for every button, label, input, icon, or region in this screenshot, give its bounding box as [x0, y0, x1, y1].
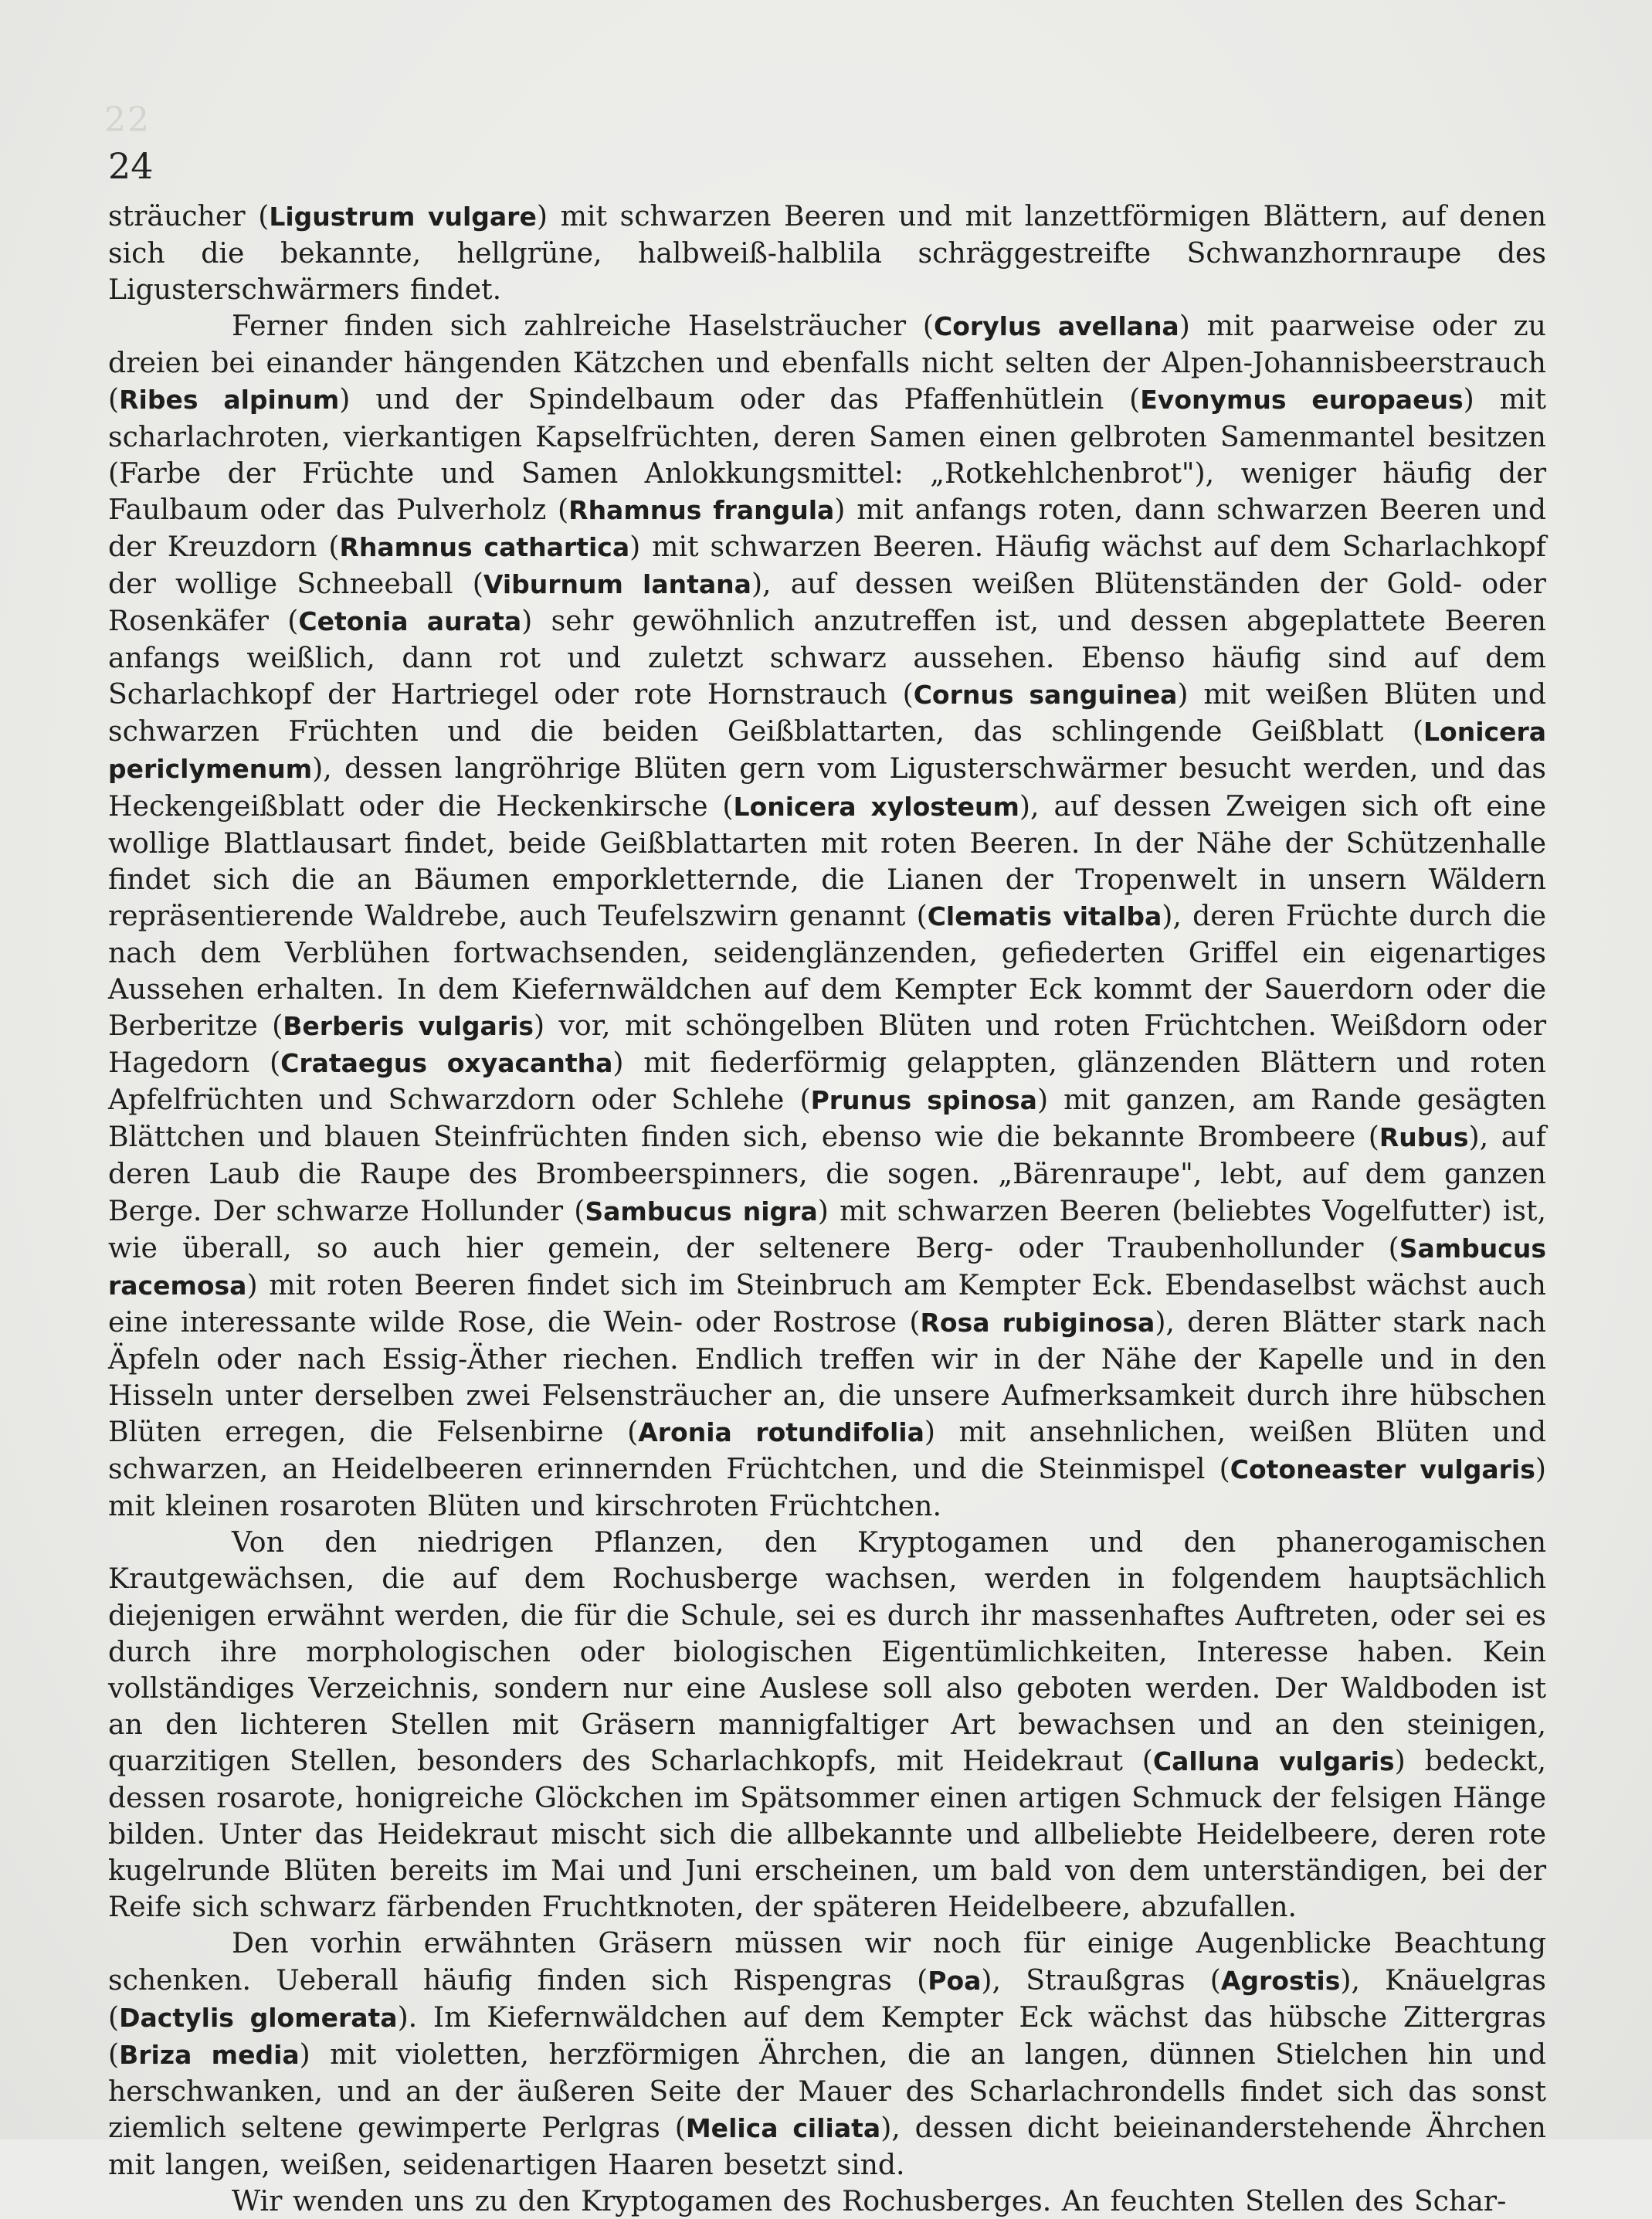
latin-species-name: Cornus sanguinea [913, 680, 1178, 711]
latin-species-name: Poa [928, 1965, 982, 1996]
paragraph [108, 307, 1546, 1524]
text-run: ) mit fiederförmig gelappten, glänzenden Blättern und roten Apfelfrüchten und Schwarzdorn oder Schlehe ( [108, 1046, 1546, 1117]
text-run: ) mit scharlachroten, vierkantigen Kapselfrüchten, deren Samen einen gelbroten Samenmantel besitzen (Farbe der Früchte und Samen Anlokkungsmittel: „Rotkehlchenbrot"), weniger häufig der Faulbaum oder das Pulverholz ( [108, 382, 1547, 526]
text-run: ), auf dessen weißen Blütenständen der Gold- oder Rosenkäfer ( [108, 566, 1546, 638]
text-run: ) mit kleinen rosaroten Blüten und kirschroten Früchtchen. [108, 1452, 1546, 1523]
text-run: ) und der Spindelbaum oder das Pfaffenhütlein ( [339, 382, 1141, 416]
latin-species-name: Evonymus europaeus [1140, 385, 1464, 416]
text-run: ) mit schwarzen Beeren (beliebtes Vogelfutter) ist, wie überall, so auch hier gemein, der seltenere Berg- oder Traubenhollunder ( [108, 1193, 1546, 1264]
text-run: ) mit paarweise oder zu dreien bei einander hängenden Kätzchen und ebenfalls nicht selten der Alpen-Johannisbeerstrauch ( [108, 309, 1546, 416]
latin-species-name: Agrostis [1220, 1965, 1341, 1996]
latin-species-name: Briza media [119, 2039, 300, 2070]
latin-species-name: Aronia rotundifolia [638, 1417, 924, 1448]
text-run: ) mit violetten, herzförmigen Ährchen, die an langen, dünnen Stielchen hin und herschwanken, und an der äußeren Seite der Mauer des Scharlachrondells findet sich das sonst ziemlich seltene gewimperte Perlgras ( [108, 2037, 1546, 2144]
latin-species-name: Sambucus nigra [585, 1196, 818, 1227]
latin-species-name: Rubus [1379, 1122, 1469, 1153]
text-run: ), deren Früchte durch die nach dem Verblühen fortwachsenden, seidenglänzenden, gefiederten Griffel ein eigenartiges Aussehen erhalten. In dem Kiefernwäldchen auf dem Kempter Eck kommt der Sauerdorn oder die Berberitze ( [108, 898, 1546, 1043]
body-text [108, 198, 1546, 2219]
text-run: Ferner finden sich zahlreiche Haselsträucher ( [232, 309, 934, 343]
latin-species-name: Sambucus racemosa [108, 1233, 1546, 1301]
paragraph [108, 1524, 1546, 1925]
latin-species-name: Cetonia aurata [298, 606, 522, 637]
latin-species-name: Cotoneaster vulgaris [1230, 1454, 1535, 1485]
text-run: ) sehr gewöhnlich anzutreffen ist, und dessen abgeplattete Beeren anfangs weißlich, dann rot und zuletzt schwarz aussehen. Ebenso häufig sind auf dem Scharlachkopf der Hartriegel oder rote Hornstrauch ( [108, 604, 1546, 711]
latin-species-name: Ribes alpinum [119, 385, 340, 416]
latin-species-name: Dactylis glomerata [119, 2002, 398, 2033]
text-run: ). Im Kiefernwäldchen auf dem Kempter Eck wächst das hübsche Zittergras ( [108, 2000, 1546, 2071]
latin-species-name: Rhamnus cathartica [339, 531, 630, 562]
text-run: ), dessen dicht beieinanderstehende Ährchen mit langen, weißen, seidenartigen Haaren besetzt sind. [108, 2110, 1546, 2181]
text-run: ) bedeckt, dessen rosarote, honigreiche Glöckchen im Spätsommer einen artigen Schmuck der felsigen Hänge bilden. Unter das Heidekraut mischt sich die allbekannte und allbeliebte Heidelbeere, deren rote kugelrunde Blüten bereits im Mai und Juni erscheinen, um bald von dem unterständigen, bei der Reife sich schwarz färbenden Fruchtknoten, der späteren Heidelbeere, abzufallen. [108, 1743, 1546, 1924]
text-run: ) mit ansehnlichen, weißen Blüten und schwarzen, an Heidelbeeren erinnernden Früchtchen, und die Steinmispel ( [108, 1415, 1547, 1486]
latin-species-name: Clematis vitalba [927, 901, 1162, 931]
latin-species-name: Calluna vulgaris [1152, 1746, 1395, 1776]
paragraph [108, 2183, 1546, 2219]
paragraph [108, 1925, 1546, 2183]
show-through-page-number: 22 [104, 100, 151, 140]
text-run: ) mit roten Beeren findet sich im Steinbruch am Kempter Eck. Ebendaselbst wächst auch eine interessante wilde Rose, die Wein- oder Rostrose ( [108, 1267, 1546, 1339]
latin-species-name: Lonicera xylosteum [733, 791, 1019, 822]
text-run: ), deren Blätter stark nach Äpfeln oder nach Essig-Äther riechen. Endlich treffen wir in der Nähe der Kapelle und in den Hisseln unter derselben zwei Felsensträucher an, die unsere Aufmerksamkeit durch ihre hübschen Blüten erregen, die Felsenbirne ( [108, 1305, 1546, 1449]
paragraph [108, 198, 1546, 307]
text-run: ), Straußgras ( [981, 1963, 1221, 1997]
latin-species-name: Lonicera periclymenum [108, 717, 1546, 785]
latin-species-name: Viburnum lantana [483, 568, 751, 599]
latin-species-name: Corylus avellana [934, 311, 1179, 342]
latin-species-name: Rosa rubiginosa [920, 1307, 1155, 1338]
text-run: sträucher ( [108, 199, 270, 232]
latin-species-name: Melica ciliata [685, 2112, 881, 2143]
text-run: Den vorhin erwähnten Gräsern müssen wir noch für einige Augenblicke Beachtung schenken. Ueberall häufig finden sich Rispengras ( [108, 1926, 1546, 1997]
latin-species-name: Crataegus oxyacantha [280, 1048, 613, 1079]
page-number: 24 [108, 145, 154, 187]
latin-species-name: Ligustrum vulgare [269, 202, 537, 232]
text-run: ) mit schwarzen Beeren. Häufig wächst auf dem Scharlachkopf der wollige Schneeball ( [108, 529, 1546, 600]
latin-species-name: Prunus spinosa [810, 1085, 1037, 1116]
text-run: ) mit schwarzen Beeren und mit lanzettförmigen Blättern, auf denen sich die bekannte, hellgrüne, halbweiß-halblila schräggestreifte Schwanzhornraupe des Ligusterschwärmers findet. [108, 199, 1546, 307]
latin-species-name: Rhamnus frangula [568, 494, 835, 525]
text-run: ) vor, mit schöngelben Blüten und roten Früchtchen. Weißdorn oder Hagedorn ( [108, 1009, 1546, 1080]
text-run: ) mit ganzen, am Rande gesägten Blättchen und blauen Steinfrüchten finden sich, ebenso wie die bekannte Brombeere ( [108, 1083, 1546, 1154]
text-run: ), dessen langröhrige Blüten gern vom Ligusterschwärmer besucht werden, und das Heckengeißblatt oder die Heckenkirsche ( [108, 752, 1546, 823]
latin-species-name: Berberis vulgaris [283, 1011, 534, 1042]
text-run: ), auf deren Laub die Raupe des Brombeerspinners, die sogen. „Bärenraupe", lebt, auf dem ganzen Berge. Der schwarze Hollunder ( [108, 1120, 1546, 1227]
text-run: Wir wenden uns zu den Kryptogamen des Rochusberges. An feuchten Stellen des Schar- [232, 2184, 1507, 2218]
text-run: Von den niedrigen Pflanzen, den Kryptogamen und den phanerogamischen Krautgewächsen, die auf dem Rochusberge wachsen, werden in folgendem hauptsächlich diejenigen erwähnt werden, die für die Schule, sei es durch ihr massenhaftes Auftreten, oder sei es durch ihre morphologischen oder biologischen Eigentümlichkeiten, Interesse haben. Kein vollständiges Verzeichnis, sondern nur eine Auslese soll also geboten werden. Der Waldboden ist an den lichteren Stellen mit Gräsern mannigfaltiger Art bewachsen und an den steinigen, quarzitigen Stellen, besonders des Scharlachkopfs, mit Heidekraut ( [108, 1525, 1546, 1777]
text-run: ) mit anfangs roten, dann schwarzen Beeren und der Kreuzdorn ( [108, 492, 1547, 563]
text-run: ) mit weißen Blüten und schwarzen Früchten und die beiden Geißblattarten, das schlingende Geißblatt ( [108, 677, 1546, 748]
text-run: ), auf dessen Zweigen sich oft eine wollige Blattlausart findet, beide Geißblattarten mit roten Beeren. In der Nähe der Schützenhalle findet sich die an Bäumen emporkletternde, die Lianen der Tropenwelt in unsern Wäldern repräsentierende Waldrebe, auch Teufelszwirn genannt ( [108, 789, 1547, 932]
text-run: ), Knäuelgras ( [108, 1963, 1546, 2034]
